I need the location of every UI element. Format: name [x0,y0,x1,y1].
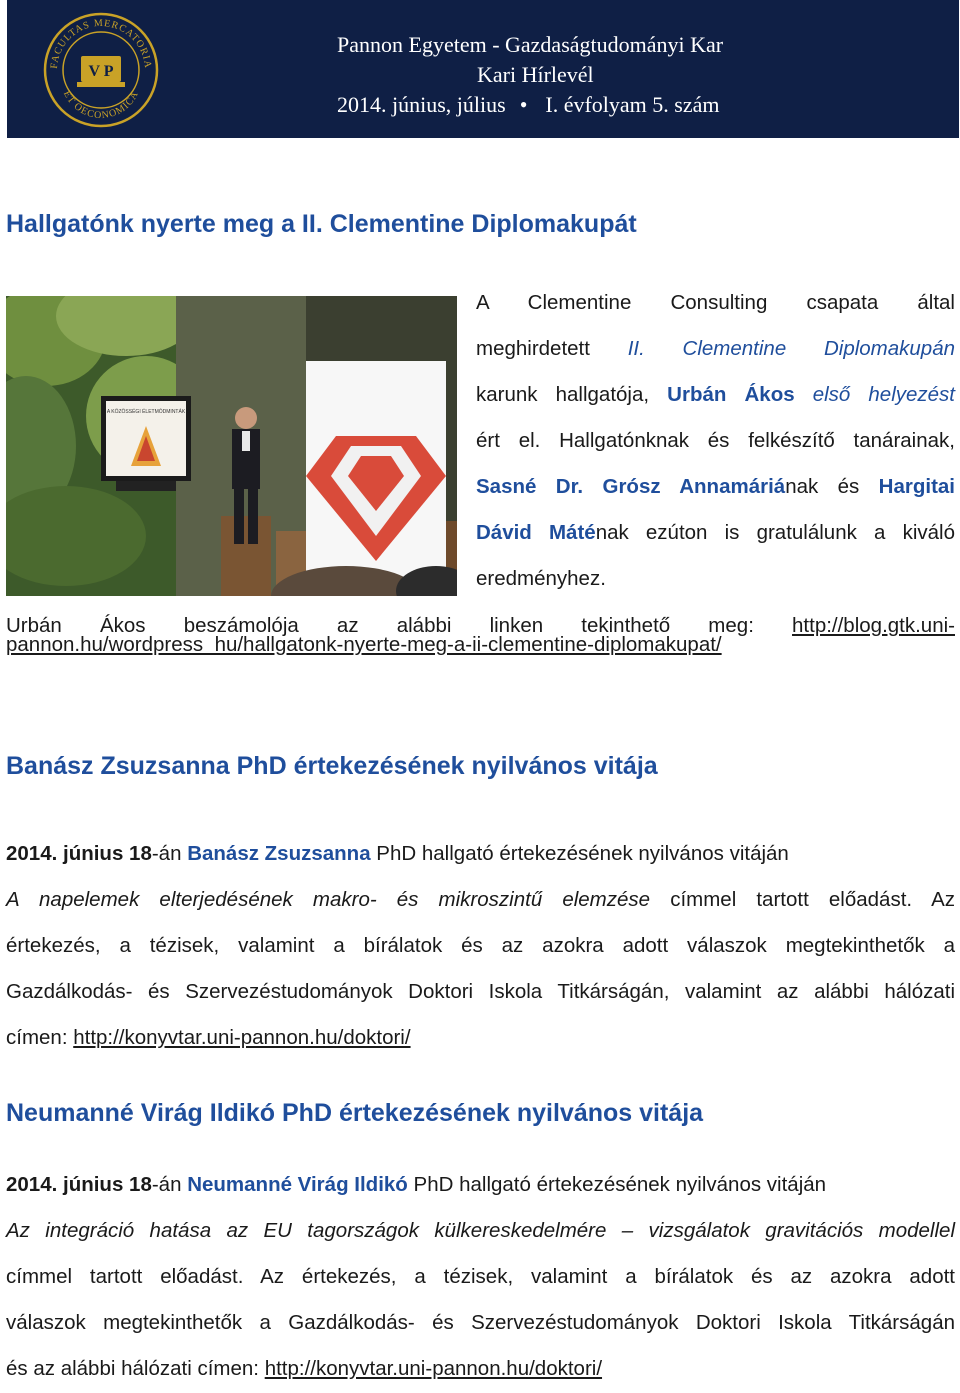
article3-text-l5 [6,1346,955,1393]
seal-top-text: FACULTAS MERCATORIA [48,17,154,70]
banner-issue-line [337,90,957,120]
article3-text-l1 [6,1162,955,1209]
competition-name: II. Clementine Diplomakupán [627,337,956,360]
article3-title: Neumanné Virág Ildikó PhD értekezésének nyilvános vitája [6,1099,704,1127]
article1-text-l6 [476,510,955,557]
banner-date: 2014. június, július [337,92,506,117]
article2-date-suffix: -án [151,842,188,865]
link-intro: Urbán Ákos beszámolója az alábbi linken tekinthető meg: [6,614,793,637]
article2-text-l2 [6,877,955,924]
article1-l2a: meghirdetett [476,337,628,360]
article2-l5: címen: [6,1026,74,1049]
article1-link-line2 [6,622,955,669]
banner-newsletter: Kari Hírlevél [477,62,594,87]
slide-title: A KÖZÖSSÉGI ÉLETMÓDMINTÁK [106,409,186,415]
banner-issue: I. évfolyam 5. szám [545,92,720,117]
article3-date-suffix: -án [151,1173,188,1196]
newsletter-banner [7,0,959,138]
banner-university: Pannon Egyetem - Gazdaságtudományi Kar [337,32,724,57]
teacher-name-2b: Dávid Máté [476,521,596,544]
article1-text-l7: eredményhez. [476,567,606,590]
teacher-name-1: Sasné Dr. Grósz Annamáriá [476,475,786,498]
winner-name: Urbán Ákos [667,383,795,406]
blog-link-part2[interactable]: pannon.hu/wordpress_hu/hallgatonk-nyerte-meg-a-ii-clementine-diplomakupat/ [6,633,722,656]
article1-text-l4: ért el. Hallgatónknak és felkészítő tanárainak, [476,429,955,452]
seal-letters: V P [88,63,114,80]
article3-text-l2 [6,1208,955,1255]
article3-l5: és az alábbi hálózati címen: [6,1357,265,1380]
seal-bottom-text: ET OECONOMICA [60,89,142,122]
article1-text-l3 [476,372,955,419]
article3-thesis-title: Az integráció hatása az EU tagországok külkereskedelmére – vizsgálatok gravitációs modellel [6,1219,955,1242]
article2-library-link[interactable]: http://konyvtar.uni-pannon.hu/doktori/ [73,1026,411,1049]
article1-l3a: karunk hallgatója, [476,383,668,406]
article2-title: Banász Zsuzsanna PhD értekezésének nyilvános vitája [6,752,658,780]
article2-date: 2014. június 18 [6,842,152,865]
article2-text-l5 [6,1015,955,1062]
article3-text-l3: címmel tartott előadást. Az értekezés, a tézisek, valamint a bírálatok és az azokra adott [6,1265,955,1288]
teacher-name-2a: Hargitai [878,475,955,498]
article2-text-l1 [6,831,955,878]
article3-date: 2014. június 18 [6,1173,152,1196]
article1-text-l2 [476,326,955,373]
bullet-separator: • [519,92,528,117]
article3-after-name: PhD hallgató értekezésének nyilvános vitáján [407,1173,827,1196]
article3-candidate-name: Neumanné Virág Ildikó [187,1173,408,1196]
faculty-seal-logo [43,12,159,128]
article1-photo [6,296,457,596]
article3-text-l4: válaszok megtekinthetők a Gazdálkodás- és Szervezéstudományok Doktori Iskola Titkárságán [6,1311,955,1334]
article1-text-l5 [476,464,955,511]
blog-link-part1[interactable]: http://blog.gtk.uni- [792,614,955,637]
article2-text-l3: értekezés, a tézisek, valamint a bírálatok és az azokra adott válaszok megtekinthetők a [6,934,955,957]
article1-l5b: nak és [785,475,879,498]
article1-l6b: nak ezúton is gratulálunk a kiváló [595,521,955,544]
placement-text: első helyezést [794,383,956,406]
article2-text-l4: Gazdálkodás- és Szervezéstudományok Doktori Iskola Titkárságán, valamint az alábbi hálózati [6,980,955,1003]
article2-candidate-name: Banász Zsuzsanna [187,842,371,865]
article1-text-l1: A Clementine Consulting csapata által [476,291,955,314]
article2-thesis-title: A napelemek elterjedésének makro- és mikroszintű elemzése [6,888,651,911]
article1-title: Hallgatónk nyerte meg a II. Clementine Diplomakupát [6,210,637,238]
article3-library-link[interactable]: http://konyvtar.uni-pannon.hu/doktori/ [264,1357,603,1380]
article2-after-name: PhD hallgató értekezésének nyilvános vitáján [370,842,789,865]
article2-after-thesis: címmel tartott előadást. Az [650,888,956,911]
banner-title-block [337,30,957,120]
